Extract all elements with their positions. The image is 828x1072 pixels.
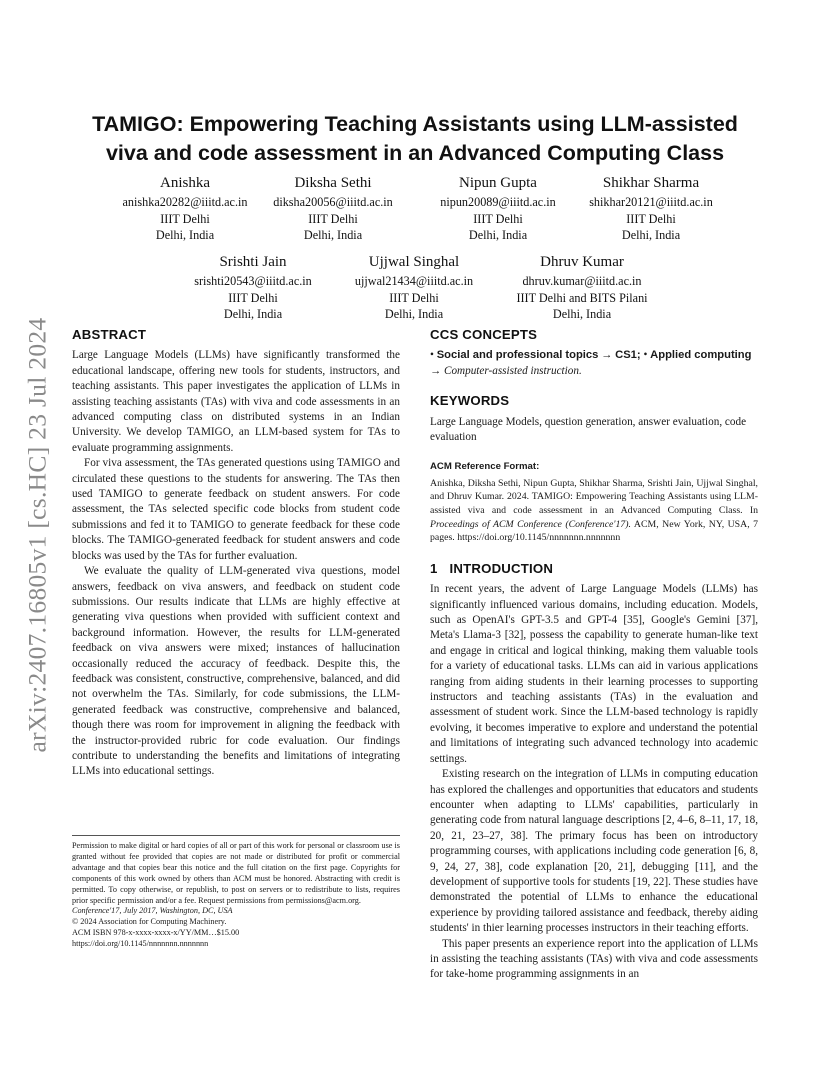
- author-affiliation: IIIT Delhi: [473, 211, 523, 226]
- ccs-concept: Social and professional topics: [436, 349, 599, 362]
- author-location: Delhi, India: [621, 228, 681, 242]
- ccs-concept: Applied computing: [650, 349, 752, 362]
- ccs-subconcept: CS1;: [615, 349, 641, 362]
- keywords-heading: KEYWORDS: [430, 393, 510, 409]
- keywords-text: Large Language Models, question generation, answer evaluation, code evaluation: [430, 415, 747, 444]
- author-location: Delhi, India: [552, 307, 612, 321]
- abstract-paragraph: For viva assessment, the TAs generated questions using TAMIGO and circulated these questions to the students for answering. The TAs then used TAMIGO to generate feedback on student answers. For code assessment, the TAs selected specific code blocks from student code submissions and fed it to TAMIGO to generate feedback for these code blocks. The TAMIGO-generated feedback for student answers and code blocks was used by the TAs for further evaluation.: [72, 457, 400, 562]
- author-email: shikhar20121@iiitd.ac.in: [589, 195, 713, 209]
- author-name: Dhruv Kumar: [540, 254, 624, 270]
- author-block: [329, 253, 499, 323]
- author-name: Shikhar Sharma: [602, 175, 700, 191]
- abstract-paragraph: Large Language Models (LLMs) have significantly transformed the educational landscape, offering new tools for students, instructors, and teaching assistants. This paper investigates the application of LLMs in assisting teaching assistants (TAs) with viva and code assessments in an advanced computing class on distributed systems in an Indian University. We develop TAMIGO, an LLM-based system for TAs to evaluate programming assignments.: [72, 349, 400, 454]
- paper-title: [70, 110, 760, 168]
- ccs-subconcept: Computer-assisted instruction.: [443, 364, 582, 377]
- ccs-heading: CCS CONCEPTS: [430, 327, 538, 342]
- ccs-concepts: [430, 348, 758, 379]
- author-email: dhruv.kumar@iiitd.ac.in: [522, 274, 642, 288]
- reference-format-heading: ACM Reference Format:: [430, 461, 540, 473]
- conference-info: Conference'17, July 2017, Washington, DC, USA: [72, 906, 233, 916]
- author-block: [487, 253, 677, 323]
- author-name: Diksha Sethi: [294, 175, 372, 191]
- author-name: Nipun Gupta: [459, 175, 537, 191]
- bullet: •: [430, 349, 434, 362]
- abstract-heading: ABSTRACT: [72, 327, 147, 342]
- bullet: •: [643, 349, 648, 362]
- author-email: srishti20543@iiitd.ac.in: [194, 274, 312, 288]
- author-block: [248, 174, 418, 244]
- author-location: Delhi, India: [155, 228, 215, 242]
- arrow: →: [430, 364, 442, 377]
- author-name: Srishti Jain: [219, 254, 287, 270]
- reference-text: ACM, New York, NY, USA, 7 pages. https://doi.org/10.1145/nnnnnnn.nnnnnnn: [430, 518, 758, 544]
- author-email: diksha20056@iiitd.ac.in: [273, 195, 393, 209]
- arxiv-stamp: [22, 295, 52, 775]
- reference-text: Anishka, Diksha Sethi, Nipun Gupta, Shikhar Sharma, Srishti Jain, Ujjwal Singhal, and Dhruv Kumar. 2024. TAMIGO: Empowering Teaching Assistants using LLM-assisted viva and code assessment in an Advanced Computing Class. In: [430, 477, 758, 517]
- isbn-line: ACM ISBN 978-x-xxxx-xxxx-x/YY/MM…$15.00: [72, 928, 240, 938]
- author-email: ujjwal21434@iiitd.ac.in: [354, 274, 474, 288]
- section-title: INTRODUCTION: [449, 560, 554, 576]
- title-line-2: viva and code assessment in an Advanced Computing Class: [105, 141, 725, 165]
- author-affiliation: IIIT Delhi: [160, 211, 210, 226]
- author-affiliation: IIIT Delhi: [228, 290, 278, 305]
- author-affiliation: IIIT Delhi: [389, 290, 439, 305]
- author-location: Delhi, India: [303, 228, 363, 242]
- introduction-paragraph: In recent years, the advent of Large Language Models (LLMs) has significantly influenced various domains, including education. Models, such as OpenAI's GPT-3.5 and GPT-4 [35], Google's Gemini [37], Meta's Llama-3 [32], possess the capability to generate human-like text and engage in critical and logical thinking, making them valuable tools for a variety of educational tasks. LLMs can aid in various applications ranging from aiding students in their learning processes to supporting instructors and teaching assistants (TAs) in the evaluation and assessment of student work. Since the LLM-based technology is rapidly evolving, it becomes imperative to explore and understand the potential and limitations of integrating such advanced technology into academic settings.: [430, 583, 758, 765]
- author-affiliation: IIIT Delhi: [308, 211, 358, 226]
- permission-text: Permission to make digital or hard copies of all or part of this work for personal or classroom use is granted without fee provided that copies are not made or distributed for profit or commercial advantage and that copies bear this notice and the full citation on the first page. Copyrights for components of this work owned by others than ACM must be honored. Abstracting with credit is permitted. To copy otherwise, or republish, to post on servers or to redistribute to lists, requires prior specific permission and/or a fee. Request permissions from permissions@acm.org.: [72, 841, 400, 905]
- arrow: →: [601, 349, 613, 362]
- author-block: [168, 253, 338, 323]
- right-column: [430, 327, 758, 983]
- arxiv-stamp-text: arXiv:2407.16805v1 [cs.HC] 23 Jul 2024: [22, 317, 52, 753]
- reference-venue: Proceedings of ACM Conference (Conference'17).: [430, 518, 632, 530]
- author-location: Delhi, India: [223, 307, 283, 321]
- author-location: Delhi, India: [468, 228, 528, 242]
- doi-line: https://doi.org/10.1145/nnnnnnn.nnnnnnn: [72, 939, 209, 949]
- author-block: [413, 174, 583, 244]
- introduction-heading: [430, 561, 758, 576]
- reference-format-text: [430, 477, 758, 545]
- title-line-1: TAMIGO: Empowering Teaching Assistants using LLM-assisted: [92, 112, 738, 136]
- introduction-paragraph: This paper presents an experience report into the application of LLMs in assisting the teaching assistants (TAs) with viva and code assessments for take-home programming assignments in an: [430, 937, 758, 981]
- copyright-line: © 2024 Association for Computing Machinery.: [72, 917, 227, 927]
- permission-block: [72, 835, 400, 950]
- introduction-paragraph: Existing research on the integration of LLMs in computing education has explored the challenges and opportunities that educators and students encounter when adapting to LLMs' capabilities, particularly in generating code from natural language descriptions [2, 4–6, 8–11, 17, 18, 20, 21, 23–27, 38]. The primary focus has been on introductory programming courses, with applications including code generation [6, 8, 9, 24, 27, 38], code explanation [20, 21], debugging [11], and the development of supportive tools for students [19, 22]. These studies have demonstrated the potential of LLMs to enhance the educational experience by providing tailored assistance and feedback, thereby aiding students' in thier learning processes instructors in their teaching efforts.: [430, 768, 758, 935]
- author-name: Ujjwal Singhal: [368, 254, 460, 270]
- section-number: 1: [430, 560, 438, 576]
- abstract-section: [72, 327, 400, 780]
- author-email: nipun20089@iiitd.ac.in: [440, 195, 556, 209]
- author-block: [100, 174, 270, 244]
- author-affiliation: IIIT Delhi and BITS Pilani: [516, 290, 648, 305]
- author-block: [566, 174, 736, 244]
- abstract-paragraph: We evaluate the quality of LLM-generated viva questions, model answers, feedback on viva answers, and feedback on student code submissions. Our results indicate that LLMs are highly effective at generating viva questions when provided with sufficient context and background information. However, the results for LLM-generated feedback on viva answers were mixed; instances of hallucination occasionally reduced the accuracy of feedback. Despite this, the feedback was consistent, constructive, comprehensive, balanced, and did not overwhelm the TAs. Similarly, for code submissions, the LLM-generated feedback was constructive, comprehensive and balanced, though there was room for improvement in aligning the feedback with the instructor-provided rubric for code evaluation. Our findings contribute to understanding the benefits and limitations of integrating LLMs into educational settings.: [72, 565, 400, 778]
- author-email: anishka20282@iiitd.ac.in: [122, 195, 248, 209]
- author-affiliation: IIIT Delhi: [626, 211, 676, 226]
- author-location: Delhi, India: [384, 307, 444, 321]
- author-name: Anishka: [160, 175, 210, 191]
